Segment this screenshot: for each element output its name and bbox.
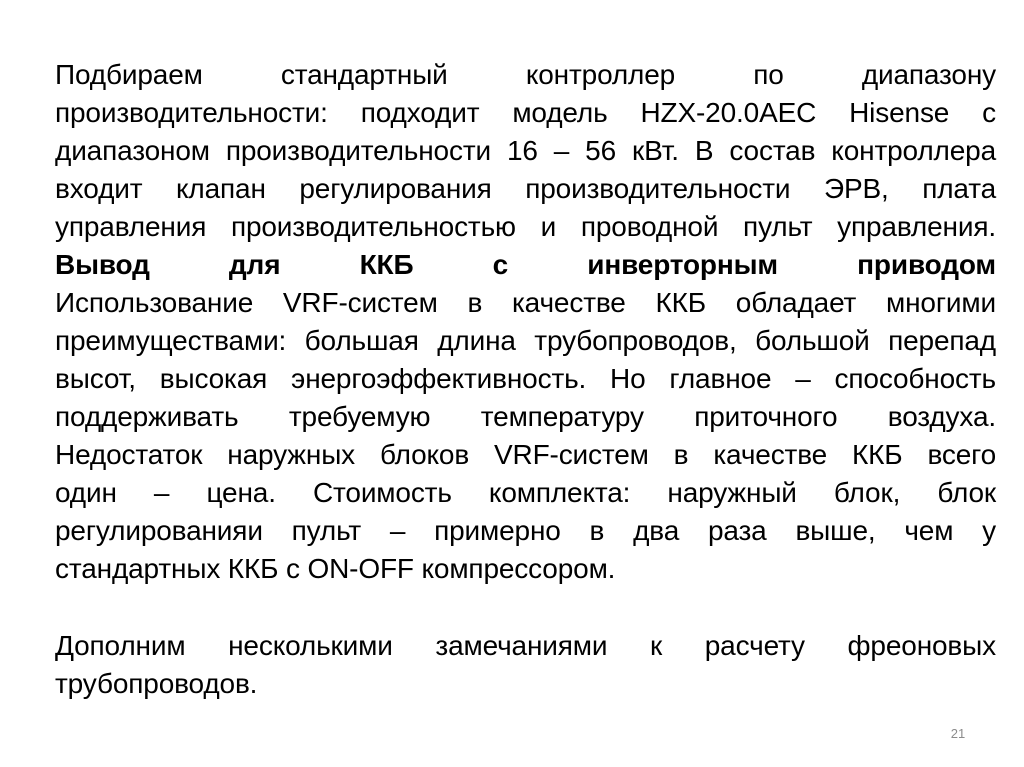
paragraph-spacer bbox=[55, 588, 996, 627]
section-heading: Вывод для ККБ с инверторным приводом bbox=[55, 249, 996, 280]
paragraph-controller-selection bbox=[55, 56, 996, 246]
text-line: стандартных ККБ с ON-OFF компрессором. bbox=[55, 553, 616, 584]
paragraph-piping-remarks bbox=[55, 627, 996, 703]
text-line: Недостаток наружных блоков VRF-систем в качестве ККБ всего bbox=[55, 439, 996, 470]
text-line: производительности: подходит модель HZX-20.0AEC Hisense с bbox=[55, 97, 996, 128]
text-line: Дополним несколькими замечаниями к расчету фреоновых bbox=[55, 630, 996, 661]
text-line: один – цена. Стоимость комплекта: наружный блок, блок bbox=[55, 477, 996, 508]
text-line: Подбираем стандартный контроллер по диапазону bbox=[55, 59, 996, 90]
text-line: трубопроводов. bbox=[55, 668, 258, 699]
text-line: диапазоном производительности 16 – 56 кВт. В состав контроллера bbox=[55, 135, 996, 166]
text-line: входит клапан регулирования производительности ЭРВ, плата bbox=[55, 173, 996, 204]
slide-text-body bbox=[55, 56, 996, 703]
text-line: высот, высокая энергоэффективность. Но главное – способность bbox=[55, 363, 996, 394]
text-line: регулированияи пульт – примерно в два раза выше, чем у bbox=[55, 515, 996, 546]
text-line: преимуществами: большая длина трубопроводов, большой перепад bbox=[55, 325, 996, 356]
text-line: управления производительностью и проводной пульт управления. bbox=[55, 211, 996, 242]
text-line: поддерживать требуемую температуру приточного воздуха. bbox=[55, 401, 996, 432]
page-number: 21 bbox=[950, 726, 966, 741]
text-line: Использование VRF-систем в качестве ККБ обладает многими bbox=[55, 287, 996, 318]
paragraph-vrf-advantages bbox=[55, 284, 996, 588]
